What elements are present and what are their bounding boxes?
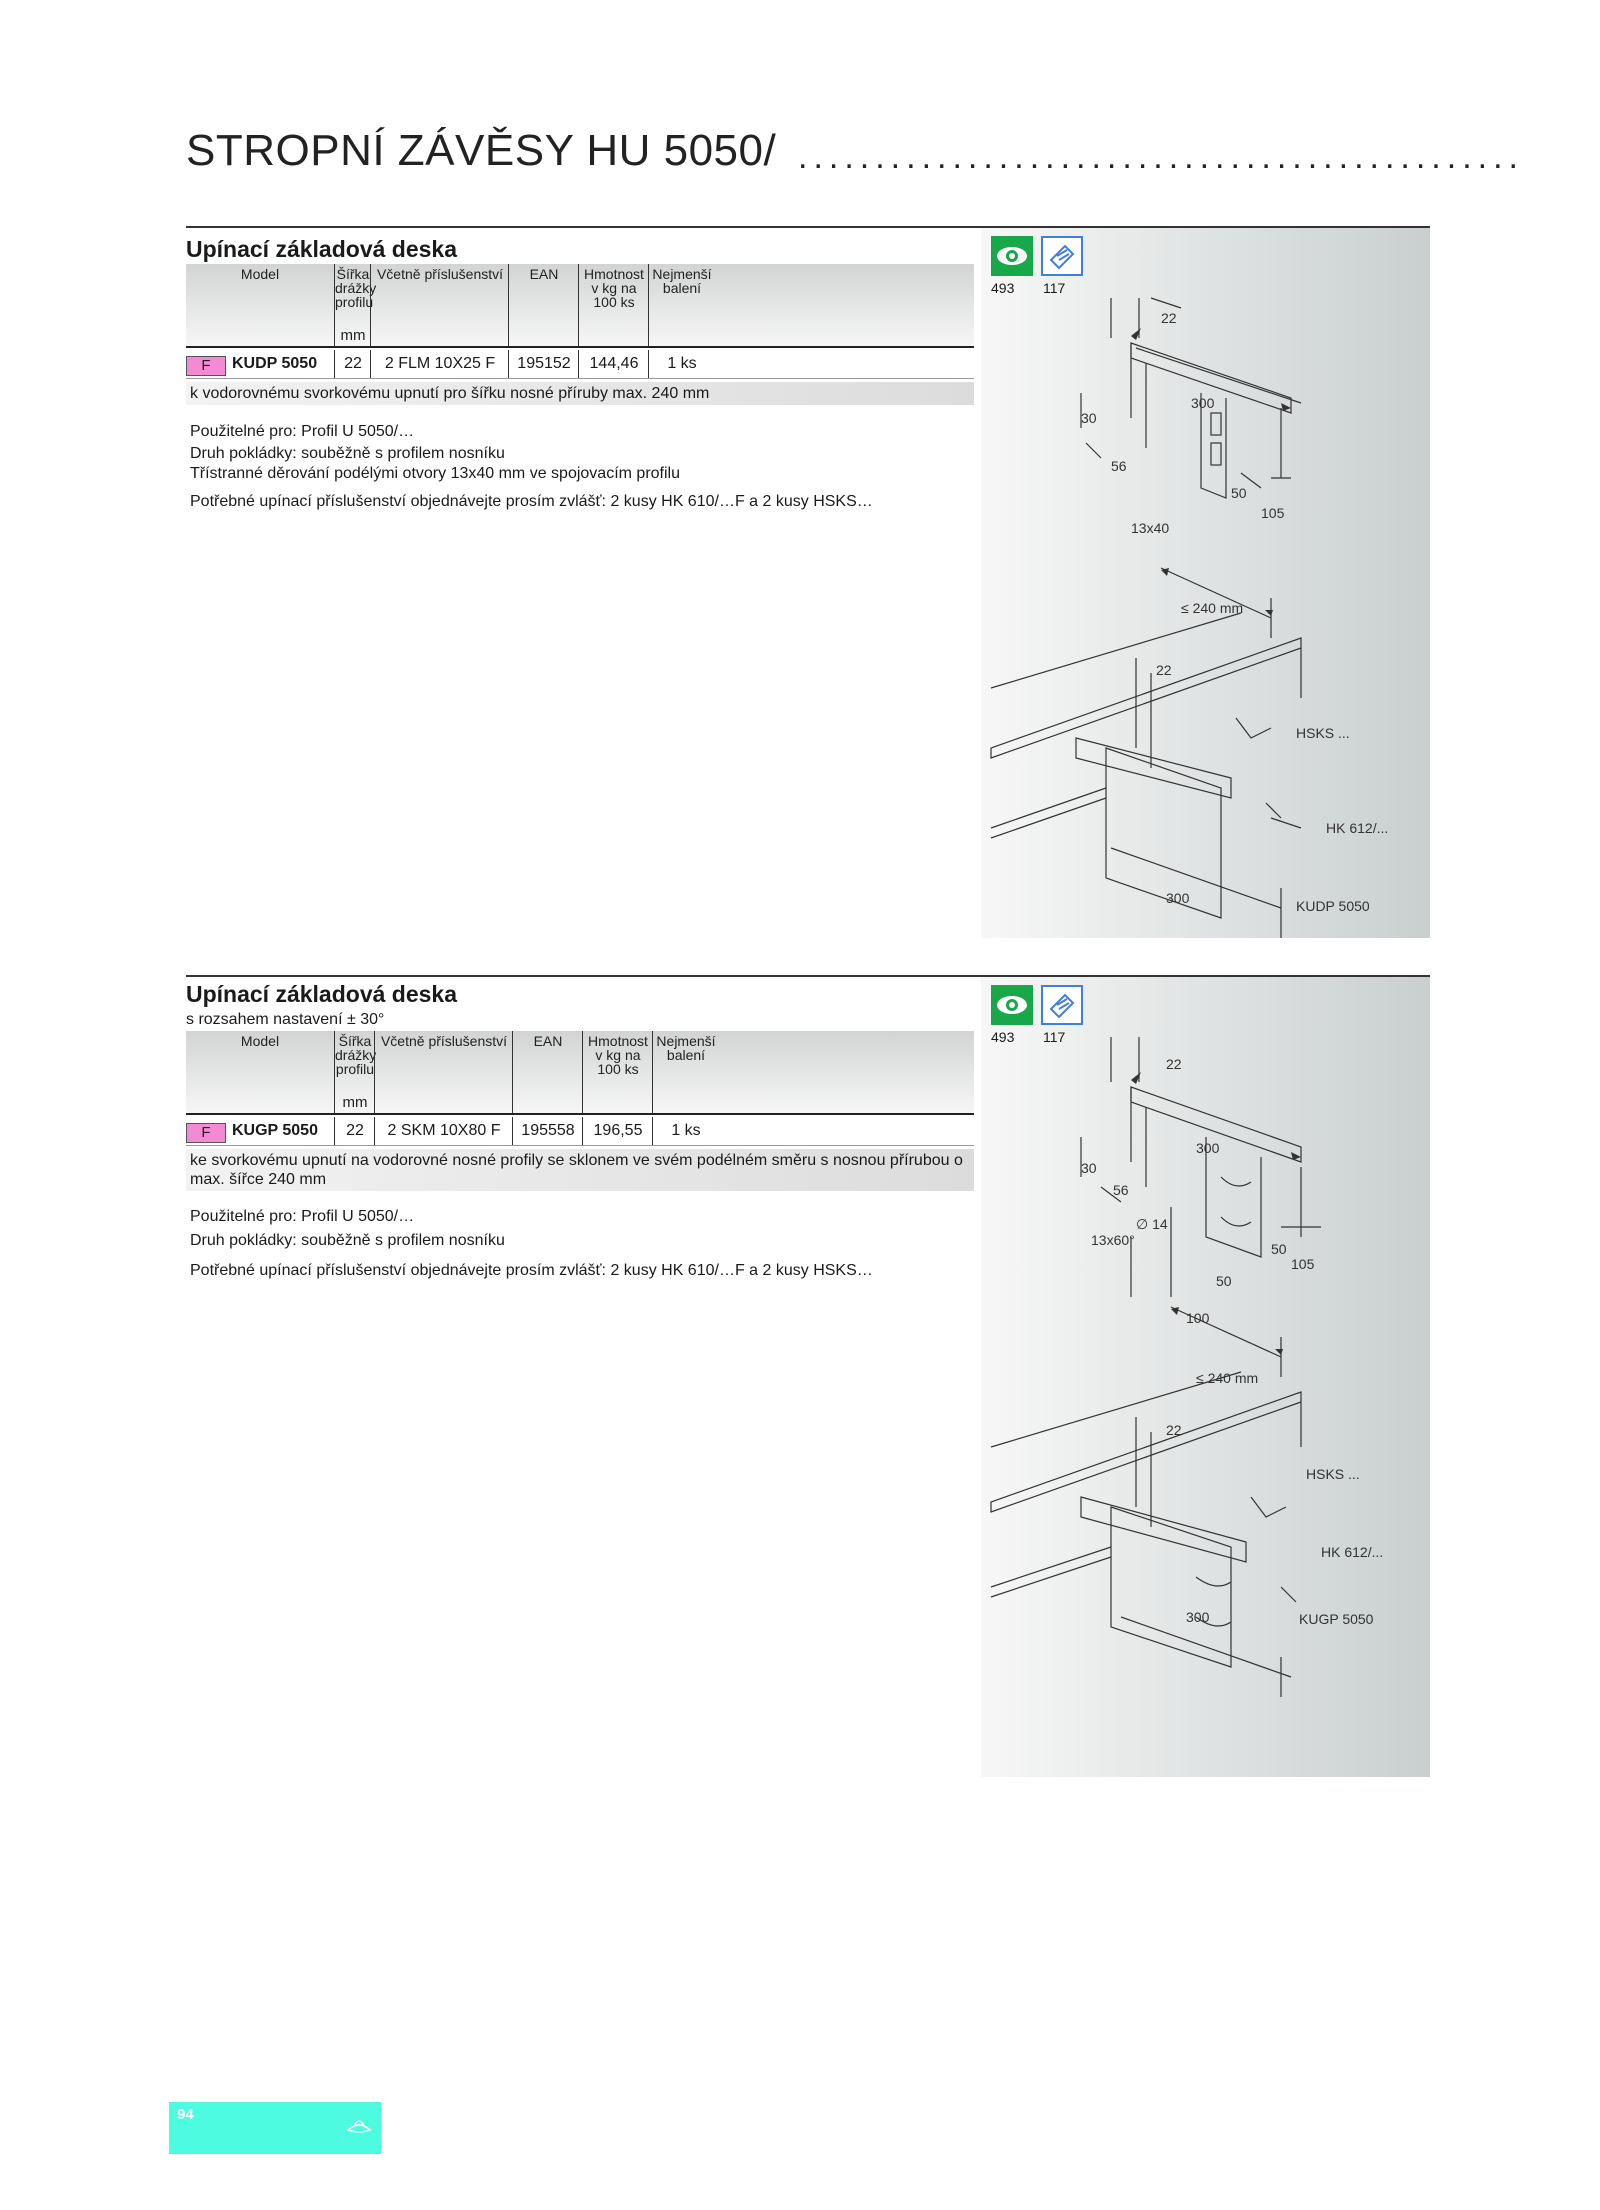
row-hmotnost: 196,55 <box>582 1117 653 1145</box>
col-sirka <box>334 264 377 346</box>
spec-table-header <box>186 264 974 348</box>
ref-number: 493 <box>991 1029 1015 1045</box>
note-usable-for: Použitelné pro: Profil U 5050/… <box>190 423 415 440</box>
dim-flange: ≤ 240 mm <box>1196 1370 1259 1386</box>
col-ean: EAN <box>512 1031 583 1113</box>
row-model: KUDP 5050 <box>232 355 318 372</box>
col-vcetne: Včetně příslušenství <box>374 1031 513 1113</box>
label-hsks: HSKS ... <box>1306 1466 1360 1482</box>
table-row <box>186 1117 974 1146</box>
page-footer-tab <box>169 2102 381 2154</box>
dim-50: 50 <box>1231 485 1247 501</box>
col-hmotnost: Hmotnost v kg na 100 ks <box>578 264 649 346</box>
col-sirka-unit: mm <box>340 327 366 344</box>
dim-300: 300 <box>1196 1140 1220 1156</box>
row-vcetne: 2 FLM 10X25 F <box>370 350 509 378</box>
ref-number: 117 <box>1043 280 1066 296</box>
product-drawing-panel <box>981 228 1430 938</box>
row-sirka: 22 <box>334 1117 375 1145</box>
col-model: Model <box>240 266 280 282</box>
label-hsks: HSKS ... <box>1296 725 1350 741</box>
dim-300: 300 <box>1191 395 1215 411</box>
section-kudp <box>186 226 1430 946</box>
table-row <box>186 350 974 379</box>
page-title: STROPNÍ ZÁVĚSY HU 5050/ <box>186 126 777 175</box>
note-perforation: Třístranné děrování podélými otvory 13x40 mm ve spojovacím profilu <box>190 465 680 482</box>
dim-50b: 50 <box>1216 1273 1232 1289</box>
col-ean: EAN <box>508 264 579 346</box>
section-title: Upínací základová deska <box>186 236 458 262</box>
row-nejmensi: 1 ks <box>648 350 715 378</box>
dim-50: 50 <box>1271 1241 1287 1257</box>
dim-22: 22 <box>1161 310 1177 326</box>
col-nejmensi: Nejmenší balení <box>648 264 715 346</box>
col-nejmensi: Nejmenší balení <box>652 1031 719 1113</box>
dim-diameter: ∅ 14 <box>1136 1216 1168 1232</box>
dim-300b: 300 <box>1186 1609 1210 1625</box>
label-hk: HK 612/... <box>1321 1544 1384 1560</box>
section-subtitle: s rozsahem nastavení ± 30° <box>186 1011 385 1028</box>
dim-30: 30 <box>1081 1160 1097 1176</box>
label-hk: HK 612/... <box>1326 820 1389 836</box>
page-number: 94 <box>177 2106 194 2123</box>
col-sirka-unit: mm <box>342 1094 368 1111</box>
variant-badge: F <box>186 356 226 376</box>
row-nejmensi: 1 ks <box>652 1117 719 1145</box>
dim-100: 100 <box>1186 1310 1210 1326</box>
ref-number: 117 <box>1043 1029 1066 1045</box>
row-ean: 195152 <box>508 350 579 378</box>
row-vcetne: 2 SKM 10X80 F <box>374 1117 513 1145</box>
dim-56: 56 <box>1113 1182 1129 1198</box>
dim-105: 105 <box>1291 1256 1315 1272</box>
row-model: KUGP 5050 <box>232 1122 318 1139</box>
col-model: Model <box>240 1033 280 1049</box>
note-laying: Druh pokládky: souběžně s profilem nosníku <box>190 1232 505 1249</box>
title-dot-leader: ............................................... <box>798 138 1524 176</box>
dim-angle: 13x60° <box>1091 1232 1135 1248</box>
technical-drawing <box>981 228 1430 938</box>
col-sirka <box>334 1031 375 1113</box>
col-vcetne: Včetně příslušenství <box>370 264 509 346</box>
dim-105: 105 <box>1261 505 1285 521</box>
dim-22: 22 <box>1166 1056 1182 1072</box>
spec-table-header <box>186 1031 974 1115</box>
variant-badge: F <box>186 1123 226 1143</box>
technical-drawing <box>981 977 1430 1777</box>
col-sirka-label: Šířka drážky profilu <box>335 1033 377 1077</box>
note-usable-for: Použitelné pro: Profil U 5050/… <box>190 1208 415 1225</box>
col-sirka-label: Šířka drážky profilu <box>335 266 377 310</box>
section-title: Upínací základová deska <box>186 981 458 1007</box>
note-laying: Druh pokládky: souběžně s profilem nosníku <box>190 445 505 462</box>
note-accessories: Potřebné upínací příslušenství objednávejte prosím zvlášť: 2 kusy HK 610/…F a 2 kusy HSKS… <box>190 493 873 510</box>
label-part: KUGP 5050 <box>1299 1611 1374 1627</box>
row-ean: 195558 <box>512 1117 583 1145</box>
col-hmotnost: Hmotnost v kg na 100 ks <box>582 1031 653 1113</box>
note-accessories: Potřebné upínací příslušenství objednávejte prosím zvlášť: 2 kusy HK 610/…F a 2 kusy HSKS… <box>190 1262 873 1279</box>
label-part: KUDP 5050 <box>1296 898 1370 914</box>
dim-300b: 300 <box>1166 890 1190 906</box>
dim-22b: 22 <box>1156 662 1172 678</box>
product-drawing-panel <box>981 977 1430 1777</box>
dim-slot: 13x40 <box>1131 520 1170 536</box>
dim-56: 56 <box>1111 458 1127 474</box>
row-sirka: 22 <box>334 350 371 378</box>
product-description: k vodorovnému svorkovému upnutí pro šířku nosné příruby max. 240 mm <box>186 382 974 405</box>
product-description: ke svorkovému upnutí na vodorovné nosné profily se sklonem ve svém podélném směru s nosnou přírubou o max. šířce 240 mm <box>186 1149 974 1191</box>
dim-22b: 22 <box>1166 1422 1182 1438</box>
dim-30: 30 <box>1081 410 1097 426</box>
hat-icon <box>345 2112 373 2145</box>
ref-number: 493 <box>991 280 1015 296</box>
dim-flange: ≤ 240 mm <box>1181 600 1244 616</box>
section-kugp <box>186 975 1430 1785</box>
row-hmotnost: 144,46 <box>578 350 649 378</box>
